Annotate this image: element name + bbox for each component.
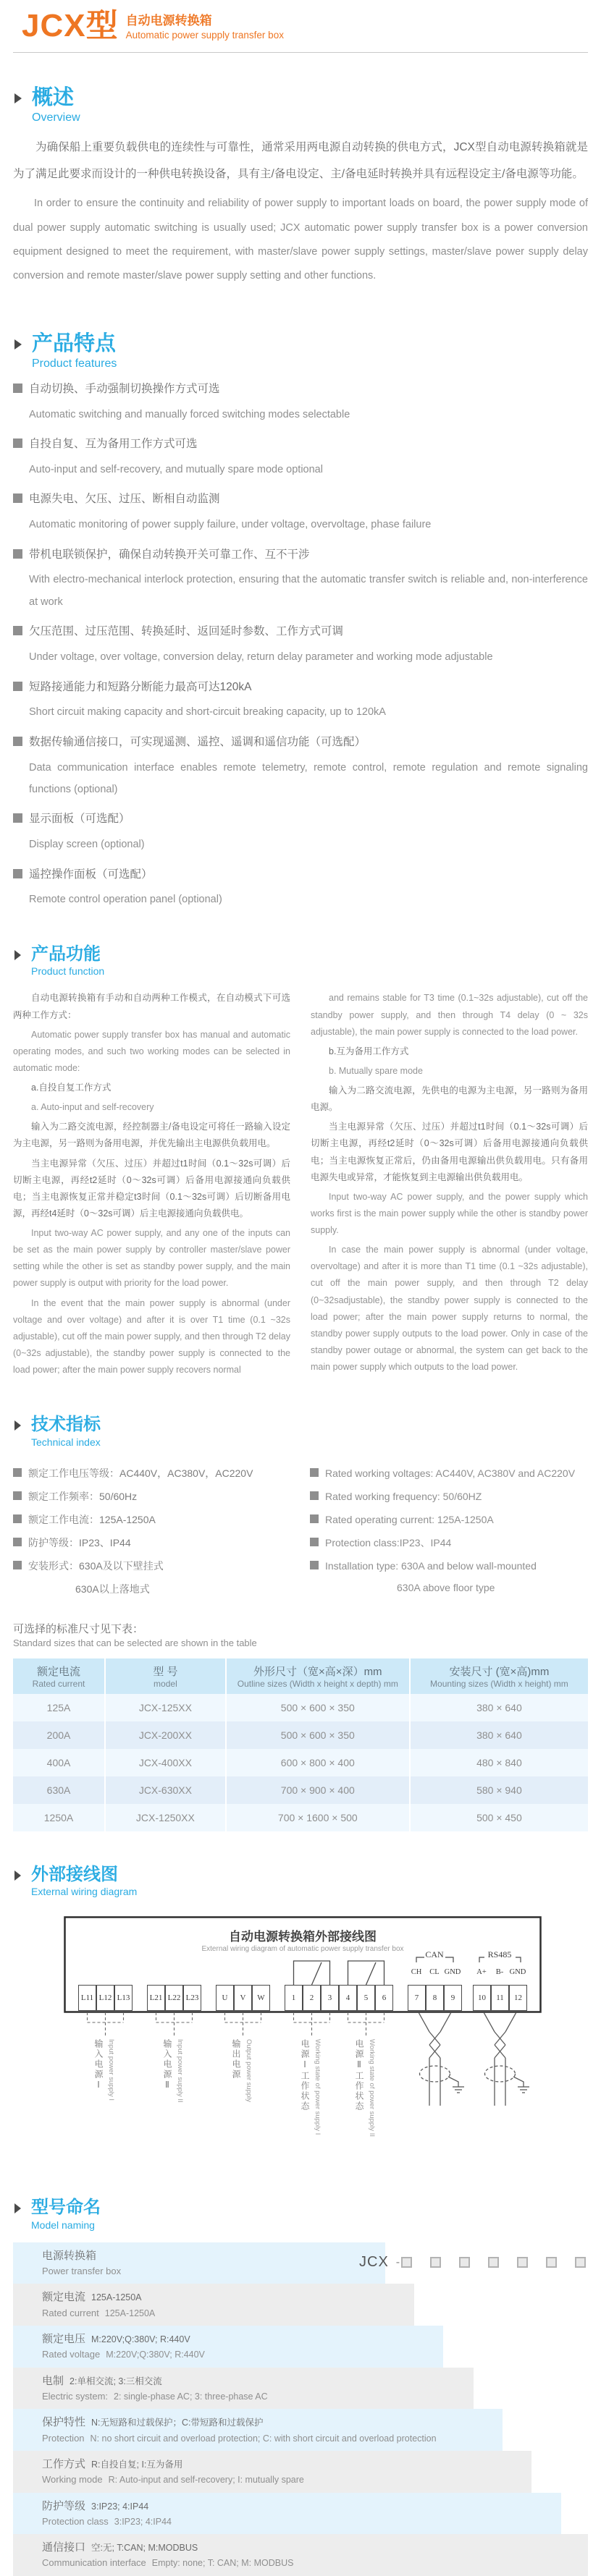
model-code-box [488, 2257, 499, 2268]
overview-heading [14, 86, 588, 124]
terminal: L11 [78, 1985, 96, 2011]
terminal: 4 [339, 1985, 357, 2011]
header-divider [13, 52, 588, 53]
feature-item: 自投自复、互为备用工作方式可选 Auto-input and self-recovery, and mutually spare mode optional [13, 436, 588, 480]
table-row: 400A JCX-400XX 600 × 800 × 400 480 × 840 [13, 1749, 588, 1776]
section-arrow-icon [14, 1420, 21, 1431]
standard-sizes-table [13, 1658, 588, 1831]
terminal: L13 [114, 1985, 133, 2011]
terminal: L12 [96, 1985, 114, 2011]
model-code-box [546, 2257, 557, 2268]
feature-item: 欠压范围、过压范围、转换延时、返回延时参数、工作方式可调 Under voltage, over voltage, conversion delay, return delay parameter and working mode adjustable [13, 623, 588, 668]
group-label-input-1: 输入电源Ⅰ Input power supply I [93, 2039, 115, 2101]
section-title-en: Product function [31, 965, 105, 978]
section-title-cn: 产品特点 [32, 331, 117, 355]
pin-label: A+ [476, 1968, 487, 1977]
terminal: 6 [375, 1985, 393, 2011]
features-section [13, 332, 588, 911]
wiring-section [13, 1865, 588, 2159]
terminal: 5 [357, 1985, 375, 2011]
technical-right-column: Rated working voltages: AC440V, AC380V and AC220V Rated working frequency: 50/60HZ Rated operating current: 125A-1250A Protection class:IP23、IP44 Installation type: 630A and below wall-mounted 630A above floor type [310, 1458, 588, 1596]
group-label-input-2: 输入电源Ⅱ Input power supply II [162, 2039, 184, 2103]
bullet-square-icon [13, 1538, 22, 1546]
pin-label: B- [495, 1968, 504, 1977]
bullet-square-icon [310, 1561, 319, 1569]
model-code-box [430, 2257, 441, 2268]
group-label-state-2: 电源Ⅱ工作状态 Working state of power supply II [354, 2039, 376, 2138]
product-title-en: Automatic power supply transfer box [125, 30, 284, 41]
table-row: 200A JCX-200XX 500 × 600 × 350 380 × 640 [13, 1721, 588, 1749]
naming-row: 电源转换箱 Power transfer box [13, 2242, 385, 2284]
terminal: 9 [444, 1985, 462, 2011]
section-title-cn: 外部接线图 [31, 1864, 118, 1884]
product-title-cn: 自动电源转换箱 [125, 14, 212, 27]
naming-section [13, 2198, 588, 2575]
terminal: L22 [165, 1985, 183, 2011]
wiring-diagram-title-cn: 自动电源转换箱外部接线图 [229, 1930, 377, 1944]
bullet-square-icon [13, 438, 22, 448]
section-arrow-icon [14, 1870, 21, 1881]
bullet-square-icon [13, 1514, 22, 1523]
group-label-state-1: 电源Ⅰ工作状态 Working state of power supply I [300, 2039, 321, 2135]
table-row: 1250A JCX-1250XX 700 × 1600 × 500 500 × 450 [13, 1804, 588, 1831]
pin-label: GND [509, 1968, 526, 1977]
model-code-box [459, 2257, 470, 2268]
feature-item: 带机电联锁保护，确保自动转换开关可靠工作、互不干涉 With electro-mechanical interlock protection, ensuring that the automatic transfer switch is reliable and, non-interference at work [13, 546, 588, 614]
terminal: L23 [183, 1985, 201, 2011]
wiring-diagram-title-en: External wiring diagram of automatic power supply transfer box [201, 1945, 404, 1954]
bullet-square-icon [13, 1561, 22, 1569]
table-row: 630A JCX-630XX 700 × 900 × 400 580 × 940 [13, 1776, 588, 1804]
bullet-square-icon [310, 1514, 319, 1523]
feature-item: 数据传输通信接口，可实现遥测、遥控、遥调和遥信功能（可选配） Data communication interface enables remote telemetry, remote control, remote regulation and remote signaling functions (optional) [13, 734, 588, 801]
naming-row: 电制 2:单相交流; 3:三相交流 Electric system: 2: single-phase AC; 3: three-phase AC [13, 2368, 474, 2410]
bullet-square-icon [310, 1538, 319, 1546]
bullet-square-icon [13, 384, 22, 393]
terminal: 3 [321, 1985, 339, 2011]
model-code-box [517, 2257, 528, 2268]
overview-paragraph-en: In order to ensure the continuity and reliability of power supply to important loads on board, the power supply mode of dual power supply automatic switching is usually used; JCX automatic power supply transfer box is a power conversion equipment designed to meet the requirement, with master/slave power supply settings, master/slave power supply delay conversion and remote master/slave power supply setting and other functions. [13, 198, 588, 282]
naming-row: 防护等级 3:IP23; 4:IP44 Protection class 3:IP23; 4:IP44 [13, 2493, 561, 2535]
terminal: V [234, 1985, 252, 2011]
section-title-en: External wiring diagram [31, 1886, 138, 1898]
section-arrow-icon [14, 339, 22, 349]
terminal: 11 [491, 1985, 509, 2011]
bullet-square-icon [13, 626, 22, 635]
features-heading [14, 332, 588, 370]
model-code-prefix: JCX [359, 2254, 389, 2271]
table-row: 125A JCX-125XX 500 × 600 × 350 380 × 640 [13, 1694, 588, 1721]
overview-paragraph-cn: 为确保船上重要负载供电的连续性与可靠性，通常采用两电源自动转换的供电方式，JCX型自动电源转换箱就是为了满足此要求而设计的一种供电转换设备，具有主/备电设定、主/备电延时转换并具有远程设定主/备电源等功能。 [13, 141, 588, 180]
model-code-box [401, 2257, 412, 2268]
terminal: 8 [426, 1985, 444, 2011]
model-code-dash: - [395, 2255, 400, 2268]
bullet-square-icon [13, 549, 22, 559]
sizes-intro-en: Standard sizes that can be selected are shown in the table [13, 1637, 257, 1648]
wiring-diagram [64, 1916, 542, 2158]
terminal: 12 [509, 1985, 527, 2011]
technical-left-column: 额定工作电压等级：AC440V，AC380V，AC220V 额定工作频率：50/60Hz 额定工作电流：125A-1250A 防护等级：IP23、IP44 安装形式：630A及以下壁挂式 630A以上落地式 [13, 1458, 291, 1596]
terminal: 7 [408, 1985, 426, 2011]
bullet-square-icon [310, 1491, 319, 1500]
section-title-en: Model naming [31, 2219, 95, 2232]
feature-item: 自动切换、手动强制切换操作方式可选 Automatic switching and manually forced switching modes selectable [13, 381, 588, 425]
section-title-cn: 技术指标 [31, 1415, 101, 1435]
naming-row: 额定电流 125A-1250A Rated current 125A-1250A [13, 2284, 414, 2326]
section-arrow-icon [14, 950, 21, 960]
table-header-row: 额定电流 Rated current 型 号 model 外形尺寸（宽×高×深）mm Outline sizes (Width x height x depth) mm 安装尺寸 (宽×高)mm Mounting sizes (Width x height) mm [13, 1658, 588, 1694]
feature-item: 遥控操作面板（可选配） Remote control operation panel (optional) [13, 866, 588, 911]
section-title-en: Product features [32, 357, 117, 370]
terminal: W [252, 1985, 270, 2011]
model-code-line [359, 2254, 586, 2271]
terminal: 10 [473, 1985, 491, 2011]
bullet-square-icon [13, 1468, 22, 1477]
bullet-square-icon [13, 1491, 22, 1500]
function-section [13, 944, 588, 1381]
terminal: 2 [303, 1985, 321, 2011]
wiring-heading [14, 1865, 588, 1898]
bullet-square-icon [13, 682, 22, 691]
bullet-square-icon [13, 869, 22, 878]
overview-section [13, 86, 588, 289]
section-arrow-icon [14, 2203, 21, 2213]
feature-item: 显示面板（可选配） Display screen (optional) [13, 810, 588, 855]
model-code-box [575, 2257, 586, 2268]
section-title-en: Overview [32, 111, 80, 124]
bullet-square-icon [13, 493, 22, 503]
section-title-cn: 型号命名 [31, 2198, 101, 2218]
function-left-column: 自动电源转换箱有手动和自动两种工作模式，在自动模式下可选两种工作方式： Automatic power supply transfer box has manual and automatic operating modes, and such two working modes can be selected in automatic mode: a.自投自复工作方式 a. Auto-input and self-recovery 输入为二路交流电源，经控制器主/备电设定可将任一路输入设定为主电源，另一路则为备用电源，并优先输出主电源供负载用电。 当主电源异常（欠压、过压）并超过t1时间（0.1～32s可调）后切断主电源，再经t2延时（0～32s可调）后备用电源接通向负载供电；当主电源恢复正常并稳定t3时间（0.1～32s可调）后切断备用电源，再经t4延时（0～32s可调）后主电源接通向负载供电。 Input two-way AC power supply, and any one of the inputs can be set as the main power supply by controller master/slave power setting while the other is set as standby power supply, and the main power supply is output with priority for the load power. In the event that the main power supply is abnormal (under voltage and over voltage) and after it is over T1 time (0.1 ~32s adjustable), cut off the main power supply, and then through T2 delay (0~32s adjustable), the standby power supply is connected to the load power; after the main power supply recovers normal [13, 993, 290, 1376]
bullet-square-icon [13, 813, 22, 823]
terminal: 1 [285, 1985, 303, 2011]
rs485-bus-label: RS485 [487, 1949, 512, 1960]
sizes-intro-cn: 可选择的标准尺寸见下表： [13, 1622, 144, 1635]
section-arrow-icon [14, 93, 22, 103]
naming-row: 保护特性 N:无短路和过载保护；C:带短路和过载保护 Protection N: no short circuit and overload protection; C: with short circuit and overload protection [13, 2409, 503, 2451]
naming-row: 额定电压 M:220V;Q:380V; R:440V Rated voltage M:220V;Q:380V; R:440V [13, 2326, 443, 2368]
group-label-output: 输出电源 Output power supply [231, 2039, 253, 2103]
feature-item: 电源失电、欠压、过压、断相自动监测 Automatic monitoring of power supply failure, under voltage, overvoltage, phase failure [13, 491, 588, 535]
naming-heading [14, 2198, 588, 2231]
section-title-cn: 产品功能 [31, 944, 101, 964]
terminal: U [216, 1985, 234, 2011]
pin-label: CH [411, 1968, 422, 1977]
pin-label: GND [444, 1968, 461, 1977]
bullet-square-icon [310, 1468, 319, 1477]
function-heading [14, 944, 588, 978]
naming-row: 工作方式 R:自投自复; I:互为备用 Working mode R: Auto-input and self-recovery; I: mutually spare [13, 2451, 531, 2493]
technical-section [13, 1415, 588, 1831]
technical-heading [14, 1415, 588, 1448]
can-bus-label: CAN [425, 1949, 444, 1960]
pin-label: CL [429, 1968, 440, 1977]
feature-item: 短路接通能力和短路分断能力最高可达120kA Short circuit making capacity and short-circuit breaking capacity, up to 120kA [13, 679, 588, 724]
model-naming-chart [13, 2242, 588, 2576]
function-right-column: and remains stable for T3 time (0.1~32s adjustable), cut off the standby power supply, and then through T4 delay (0 ~ 32s adjustable), the main power supply is connected to the load power. b.互为备用工作方式 b. Mutually spare mode 输入为二路交流电源，先供电的电源为主电源，另一路则为备用电源。 当主电源异常（欠压、过压）并超过t1时间（0.1～32s可调）后切断主电源，再经t2延时（0～32s可调）后备用电源接通向负载供电；当主电源恢复正常后，仍由备用电源输出供负载用电。只有备用电源失电或异常，才能恢复到主电源输出供负载用电。 Input two-way AC power supply, and the power supply which works first is the main power supply while the other is standby power supply. In case the main power supply is abnormal (under voltage, overvoltage) and after it is more than T1 time (0.1 ~32s adjustable), cut off the main power supply, and then through T2 delay (0~32sadjustable), the standby power supply is connected to the load power; after the main power supply returns to normal, the standby power supply outputs to the load power. Only in case of the standby power outage or abnormal, the system can get back to the main power supply which outputs to the load power. [311, 993, 588, 1373]
naming-row: 通信接口 空:无; T:CAN; M:MODBUS Communication interface Empty: none; T: CAN; M: MODBUS [13, 2534, 588, 2576]
terminal: L21 [147, 1985, 165, 2011]
bullet-square-icon [13, 737, 22, 746]
page-header [13, 0, 588, 42]
section-title-en: Technical index [31, 1436, 101, 1448]
section-title-cn: 概述 [32, 86, 75, 109]
product-model-title: JCX型 [22, 8, 119, 43]
